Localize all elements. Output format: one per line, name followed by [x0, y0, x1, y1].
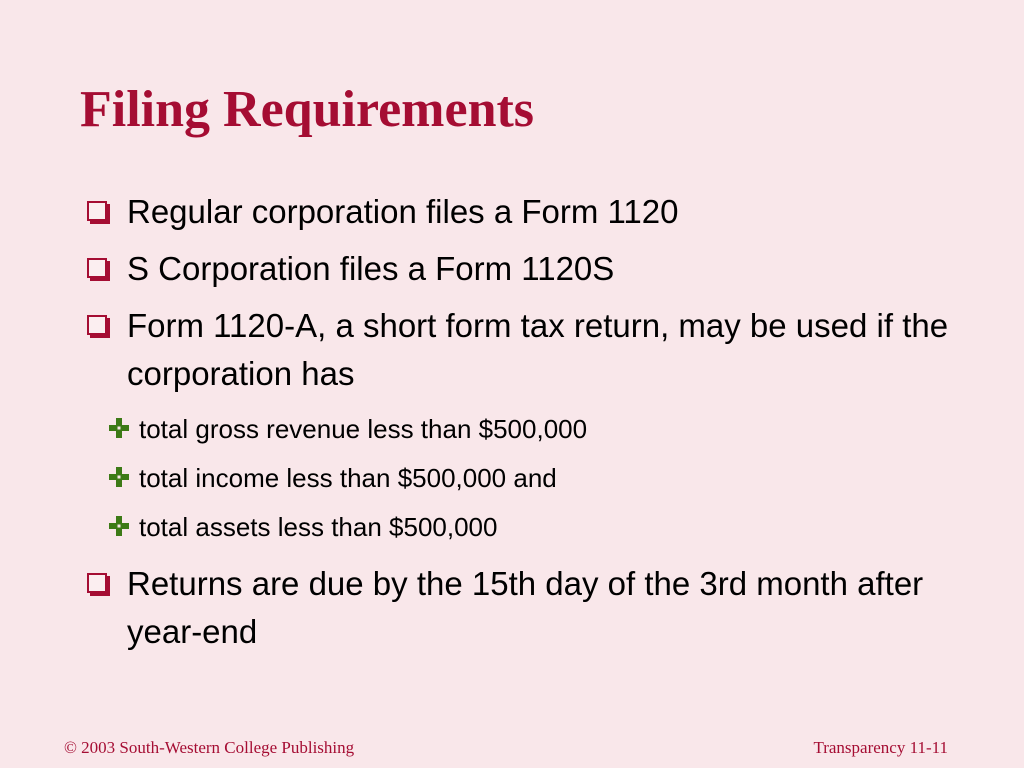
- cross-icon: [108, 417, 130, 439]
- sub-bullet-text: total gross revenue less than $500,000: [139, 414, 588, 444]
- bullet-item: [84, 560, 964, 656]
- sub-bullet-list: [84, 405, 964, 552]
- shadow-box-icon: [87, 573, 107, 593]
- bullet-text: Form 1120-A, a short form tax return, may be used if the corporation has: [127, 307, 949, 392]
- bullet-list: [84, 188, 964, 665]
- shadow-box-icon: [87, 201, 107, 221]
- cross-icon: [108, 515, 130, 537]
- bullet-item: [84, 302, 964, 398]
- bullet-item: [84, 188, 964, 236]
- sub-bullet-group: [84, 405, 964, 552]
- sub-bullet-text: total assets less than $500,000: [139, 512, 498, 542]
- sub-bullet-item: [94, 405, 964, 454]
- slide-title: Filing Requirements: [80, 81, 535, 138]
- shadow-box-icon: [87, 315, 107, 335]
- sub-bullet-text: total income less than $500,000 and: [139, 463, 557, 493]
- cross-icon: [108, 466, 130, 488]
- bullet-text: Returns are due by the 15th day of the 3rd month after year-end: [127, 565, 924, 650]
- footer-transparency: Transparency 11-11: [813, 738, 948, 757]
- footer-copyright: © 2003 South-Western College Publishing: [64, 738, 355, 757]
- bullet-item: [84, 245, 964, 293]
- sub-bullet-item: [94, 503, 964, 552]
- bullet-text: Regular corporation files a Form 1120: [127, 193, 679, 230]
- sub-bullet-item: [94, 454, 964, 503]
- shadow-box-icon: [87, 258, 107, 278]
- bullet-text: S Corporation files a Form 1120S: [127, 250, 615, 287]
